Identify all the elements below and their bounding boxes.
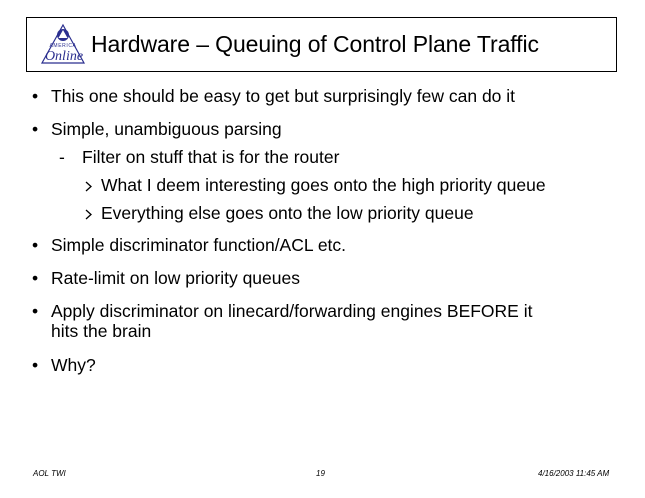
bullet-marker: • [32,119,39,139]
sub-sub-bullet-item: Everything else goes onto the low priority queue [101,203,474,223]
bullet-item: Why? [51,355,96,375]
bullet-marker: • [32,235,39,255]
bullet-item: Apply discriminator on linecard/forwarding engines BEFORE it [51,301,533,321]
bullet-item: Rate-limit on low priority queues [51,268,300,288]
slide-title: Hardware – Queuing of Control Plane Traffic [91,31,539,57]
aol-logo-icon [39,23,87,68]
bullet-item: This one should be easy to get but surprisingly few can do it [51,86,516,106]
footer-timestamp: 4/16/2003 11:45 AM [538,469,610,478]
bullet-item-continuation: hits the brain [51,321,152,341]
bullet-marker: • [32,86,39,106]
bullet-marker: • [32,301,39,321]
arrow-bullet-icon [84,204,94,224]
sub-bullet-dash: - [59,147,65,167]
sub-bullet-item: Filter on stuff that is for the router [82,147,340,167]
bullet-item: Simple, unambiguous parsing [51,119,282,139]
bullet-marker: • [32,268,39,288]
logo-top-text: AMERICA [49,43,77,49]
arrow-bullet-icon [84,176,94,196]
logo-script-text: Online [44,49,84,64]
slide-title-box [26,17,617,72]
footer-page-number: 19 [316,469,325,478]
bullet-marker: • [32,355,39,375]
bullet-item: Simple discriminator function/ACL etc. [51,235,347,255]
sub-sub-bullet-item: What I deem interesting goes onto the high priority queue [101,175,546,195]
footer-left-label: AOL TWI [33,469,66,478]
